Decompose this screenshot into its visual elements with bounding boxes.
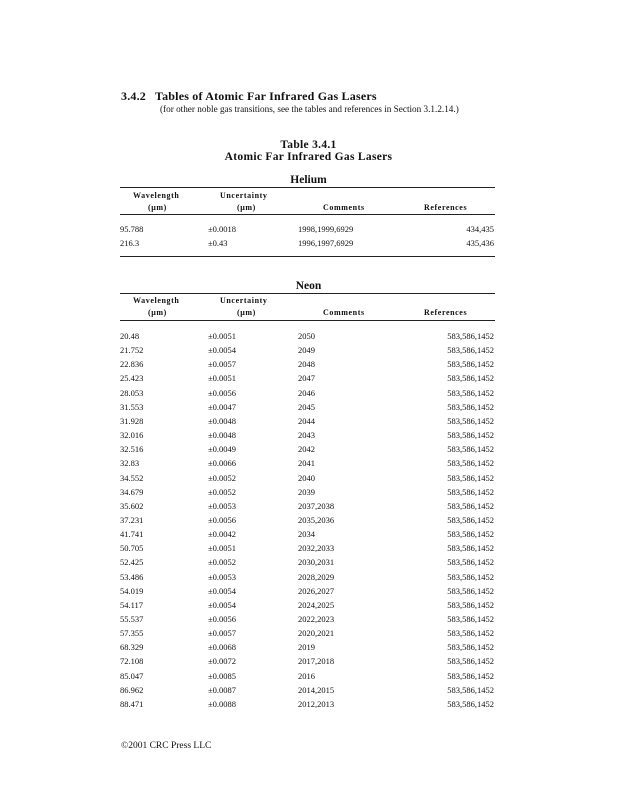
comments-cell: 2028,2029: [298, 571, 335, 582]
comments-cell: 2050: [298, 331, 315, 341]
table-row: [0, 529, 617, 543]
wavelength-cell: 31.928: [120, 415, 144, 426]
uncertainty-cell: ±0.0056: [208, 614, 237, 624]
references-cell: 583,586,1452: [447, 614, 494, 624]
wavelength-cell: 72.108: [120, 656, 144, 667]
wavelength-cell: 35.602: [120, 500, 144, 511]
uncertainty-cell: ±0.0054: [208, 585, 237, 596]
uncertainty-cell: ±0.0054: [208, 345, 237, 356]
table-row: [0, 515, 617, 529]
wavelength-cell: 41.741: [120, 529, 144, 540]
table-row: [0, 345, 617, 359]
neon-col-references: References: [424, 308, 468, 317]
comments-cell: 2034: [298, 529, 315, 540]
wavelength-cell: 52.425: [120, 557, 144, 568]
table-row: [0, 656, 617, 670]
references-cell: 583,586,1452: [447, 557, 494, 568]
table-row: [0, 671, 617, 685]
uncertainty-cell: ±0.0054: [208, 599, 237, 610]
comments-cell: 2049: [298, 345, 315, 356]
uncertainty-cell: ±0.0052: [208, 557, 237, 568]
references-cell: 583,586,1452: [447, 529, 494, 540]
uncertainty-cell: ±0.0051: [208, 373, 237, 384]
comments-cell: 2026,2027: [298, 585, 335, 596]
helium-col-uncertainty: Uncertainty: [220, 191, 268, 200]
uncertainty-cell: ±0.0047: [208, 401, 237, 412]
comments-cell: 2045: [298, 401, 315, 412]
comments-cell: 2043: [298, 430, 315, 441]
references-cell: 583,586,1452: [447, 684, 494, 695]
comments-cell: 2017,2018: [298, 656, 335, 667]
comments-cell: 2032,2033: [298, 543, 335, 554]
comments-cell: 2048: [298, 359, 315, 370]
references-cell: 583,586,1452: [447, 628, 494, 639]
references-cell: 583,586,1452: [447, 571, 494, 582]
uncertainty-cell: ±0.0057: [208, 628, 237, 639]
table-row: [0, 416, 617, 430]
references-cell: 583,586,1452: [447, 345, 494, 356]
comments-cell: 2046: [298, 387, 315, 398]
uncertainty-cell: ±0.0051: [208, 543, 237, 554]
references-cell: 583,586,1452: [447, 486, 494, 497]
helium-col-uncertainty-unit: (μm): [237, 203, 256, 212]
neon-col-wavelength: Wavelength: [133, 296, 180, 305]
table-row: [0, 238, 617, 252]
comments-cell: 1998,1999,6929: [298, 224, 354, 234]
table-row: [0, 458, 617, 472]
wavelength-cell: 88.471: [120, 698, 144, 709]
wavelength-cell: 20.48: [120, 331, 140, 341]
table-row: [0, 600, 617, 614]
section-note: (for other noble gas transitions, see the tables and references in Section 3.1.2.14.): [160, 104, 459, 114]
helium-col-wavelength-unit: (μm): [148, 203, 167, 212]
uncertainty-cell: ±0.0018: [208, 224, 237, 234]
uncertainty-cell: ±0.0068: [208, 642, 237, 653]
copyright: ©2001 CRC Press LLC: [121, 741, 212, 751]
uncertainty-cell: ±0.0053: [208, 571, 237, 582]
helium-bottom-rule: [120, 256, 495, 257]
references-cell: 583,586,1452: [447, 543, 494, 554]
wavelength-cell: 68.329: [120, 642, 144, 653]
comments-cell: 2039: [298, 486, 315, 497]
wavelength-cell: 31.553: [120, 401, 144, 412]
wavelength-cell: 34.552: [120, 472, 144, 483]
helium-col-comments: Comments: [323, 203, 365, 212]
uncertainty-cell: ±0.0087: [208, 684, 237, 695]
table-label: Table 3.4.1: [280, 139, 337, 151]
comments-cell: 2016: [298, 670, 315, 681]
uncertainty-cell: ±0.0085: [208, 670, 237, 681]
table-row: [0, 224, 617, 238]
references-cell: 434,435: [466, 224, 494, 234]
wavelength-cell: 55.537: [120, 614, 144, 624]
table-row: [0, 642, 617, 656]
uncertainty-cell: ±0.0042: [208, 529, 237, 540]
references-cell: 583,586,1452: [447, 585, 494, 596]
comments-cell: 2044: [298, 415, 315, 426]
uncertainty-cell: ±0.0053: [208, 500, 237, 511]
references-cell: 583,586,1452: [447, 656, 494, 667]
wavelength-cell: 32.83: [120, 458, 140, 469]
table-row: [0, 572, 617, 586]
neon-title: Neon: [295, 280, 322, 292]
table-row: [0, 543, 617, 557]
uncertainty-cell: ±0.0088: [208, 698, 237, 709]
comments-cell: 1996,1997,6929: [298, 238, 354, 248]
comments-cell: 2020,2021: [298, 628, 335, 639]
wavelength-cell: 25.423: [120, 373, 144, 384]
references-cell: 583,586,1452: [447, 387, 494, 398]
references-cell: 583,586,1452: [447, 599, 494, 610]
wavelength-cell: 34.679: [120, 486, 144, 497]
table-row: [0, 628, 617, 642]
comments-cell: 2035,2036: [298, 514, 335, 525]
neon-col-uncertainty-unit: (μm): [237, 308, 256, 317]
section-title: Tables of Atomic Far Infrared Gas Lasers: [154, 89, 377, 103]
references-cell: 583,586,1452: [447, 642, 494, 653]
comments-cell: 2037,2038: [298, 500, 335, 511]
table-row: [0, 557, 617, 571]
wavelength-cell: 216.3: [120, 238, 140, 248]
references-cell: 583,586,1452: [447, 500, 494, 511]
wavelength-cell: 54.019: [120, 585, 144, 596]
references-cell: 583,586,1452: [447, 458, 494, 469]
references-cell: 583,586,1452: [447, 472, 494, 483]
neon-col-uncertainty: Uncertainty: [220, 296, 268, 305]
references-cell: 583,586,1452: [447, 331, 494, 341]
references-cell: 583,586,1452: [447, 430, 494, 441]
uncertainty-cell: ±0.0056: [208, 387, 237, 398]
comments-cell: 2047: [298, 373, 315, 384]
wavelength-cell: 53.486: [120, 571, 144, 582]
wavelength-cell: 85.047: [120, 670, 144, 681]
helium-header-rule: [120, 214, 495, 215]
uncertainty-cell: ±0.0052: [208, 486, 237, 497]
comments-cell: 2019: [298, 642, 315, 653]
table-row: [0, 444, 617, 458]
comments-cell: 2030,2031: [298, 557, 335, 568]
wavelength-cell: 21.752: [120, 345, 144, 356]
uncertainty-cell: ±0.0048: [208, 430, 237, 441]
references-cell: 583,586,1452: [447, 373, 494, 384]
comments-cell: 2014,2015: [298, 684, 335, 695]
uncertainty-cell: ±0.0066: [208, 458, 237, 469]
uncertainty-cell: ±0.43: [208, 238, 228, 248]
neon-header-rule: [120, 320, 495, 321]
table-row: [0, 586, 617, 600]
helium-title: Helium: [290, 174, 327, 186]
table-row: [0, 331, 617, 345]
helium-col-references: References: [424, 203, 468, 212]
helium-col-wavelength: Wavelength: [133, 191, 180, 200]
neon-top-rule: [120, 293, 495, 294]
table-title: Atomic Far Infrared Gas Lasers: [224, 151, 393, 163]
table-row: [0, 699, 617, 713]
table-row: [0, 402, 617, 416]
section-heading: [121, 89, 377, 104]
references-cell: 583,586,1452: [447, 359, 494, 370]
table-row: [0, 359, 617, 373]
uncertainty-cell: ±0.0052: [208, 472, 237, 483]
uncertainty-cell: ±0.0057: [208, 359, 237, 370]
references-cell: 583,586,1452: [447, 670, 494, 681]
comments-cell: 2022,2023: [298, 614, 335, 624]
wavelength-cell: 32.516: [120, 444, 144, 455]
wavelength-cell: 37.231: [120, 514, 144, 525]
wavelength-cell: 86.962: [120, 684, 144, 695]
wavelength-cell: 57.355: [120, 628, 144, 639]
table-row: [0, 373, 617, 387]
wavelength-cell: 32.016: [120, 430, 144, 441]
wavelength-cell: 54.117: [120, 599, 144, 610]
references-cell: 583,586,1452: [447, 401, 494, 412]
uncertainty-cell: ±0.0048: [208, 415, 237, 426]
helium-top-rule: [120, 187, 495, 188]
uncertainty-cell: ±0.0051: [208, 331, 237, 341]
wavelength-cell: 95.788: [120, 224, 144, 234]
comments-cell: 2042: [298, 444, 315, 455]
table-row: [0, 685, 617, 699]
table-row: [0, 487, 617, 501]
references-cell: 583,586,1452: [447, 415, 494, 426]
neon-col-wavelength-unit: (μm): [148, 308, 167, 317]
comments-cell: 2041: [298, 458, 315, 469]
comments-cell: 2040: [298, 472, 315, 483]
uncertainty-cell: ±0.0072: [208, 656, 237, 667]
neon-col-comments: Comments: [323, 308, 365, 317]
references-cell: 583,586,1452: [447, 698, 494, 709]
table-row: [0, 501, 617, 515]
wavelength-cell: 22.836: [120, 359, 144, 370]
comments-cell: 2024,2025: [298, 599, 335, 610]
wavelength-cell: 28.053: [120, 387, 144, 398]
wavelength-cell: 50.705: [120, 543, 144, 554]
references-cell: 583,586,1452: [447, 444, 494, 455]
references-cell: 435,436: [466, 238, 494, 248]
table-row: [0, 430, 617, 444]
uncertainty-cell: ±0.0056: [208, 514, 237, 525]
references-cell: 583,586,1452: [447, 514, 494, 525]
uncertainty-cell: ±0.0049: [208, 444, 237, 455]
comments-cell: 2012,2013: [298, 698, 335, 709]
table-row: [0, 388, 617, 402]
section-number: 3.4.2: [121, 89, 146, 103]
table-row: [0, 614, 617, 628]
table-row: [0, 473, 617, 487]
